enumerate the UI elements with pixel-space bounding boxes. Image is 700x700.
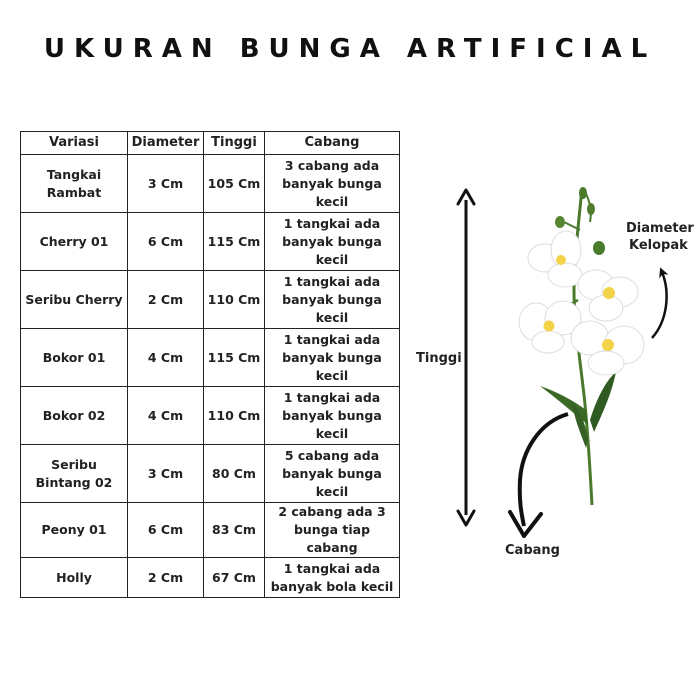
cell-diameter: 4 Cm: [128, 387, 204, 445]
cell-cabang: 1 tangkai ada banyak bunga kecil: [265, 271, 400, 329]
cell-cabang: 2 cabang ada 3 bunga tiap cabang: [265, 503, 400, 558]
cell-cabang: 1 tangkai ada banyak bunga kecil: [265, 387, 400, 445]
cell-diameter: 2 Cm: [128, 558, 204, 598]
cell-cabang: 1 tangkai ada banyak bunga kecil: [265, 213, 400, 271]
cell-tinggi: 67 Cm: [204, 558, 265, 598]
cabang-arrow-icon: [510, 414, 568, 536]
label-tinggi: Tinggi: [416, 351, 462, 366]
cell-tinggi: 105 Cm: [204, 155, 265, 213]
cell-tinggi: 115 Cm: [204, 213, 265, 271]
cell-tinggi: 110 Cm: [204, 271, 265, 329]
cell-diameter: 6 Cm: [128, 213, 204, 271]
cell-variasi: Peony 01: [21, 503, 128, 558]
cell-cabang: 1 tangkai ada banyak bola kecil: [265, 558, 400, 598]
header-cabang: Cabang: [265, 132, 400, 155]
label-kelopak: Kelopak: [629, 238, 688, 253]
cell-diameter: 3 Cm: [128, 445, 204, 503]
header-diameter: Diameter: [128, 132, 204, 155]
label-diameter: Diameter: [626, 221, 694, 236]
cell-variasi: Tangkai Rambat: [21, 155, 128, 213]
cell-cabang: 5 cabang ada banyak bunga kecil: [265, 445, 400, 503]
cell-diameter: 3 Cm: [128, 155, 204, 213]
cell-diameter: 6 Cm: [128, 503, 204, 558]
cell-tinggi: 110 Cm: [204, 387, 265, 445]
cell-diameter: 2 Cm: [128, 271, 204, 329]
header-variasi: Variasi: [21, 132, 128, 155]
cell-cabang: 1 tangkai ada banyak bunga kecil: [265, 329, 400, 387]
cell-variasi: Seribu Bintang 02: [21, 445, 128, 503]
cell-diameter: 4 Cm: [128, 329, 204, 387]
cell-variasi: Holly: [21, 558, 128, 598]
cell-cabang: 3 cabang ada banyak bunga kecil: [265, 155, 400, 213]
header-tinggi: Tinggi: [204, 132, 265, 155]
cell-tinggi: 83 Cm: [204, 503, 265, 558]
cell-variasi: Seribu Cherry: [21, 271, 128, 329]
cell-variasi: Cherry 01: [21, 213, 128, 271]
cell-tinggi: 115 Cm: [204, 329, 265, 387]
diameter-arrow-icon: [652, 272, 667, 338]
cell-variasi: Bokor 02: [21, 387, 128, 445]
cell-variasi: Bokor 01: [21, 329, 128, 387]
label-cabang: Cabang: [505, 543, 560, 558]
cell-tinggi: 80 Cm: [204, 445, 265, 503]
page-title: UKURAN BUNGA ARTIFICIAL: [43, 34, 657, 64]
